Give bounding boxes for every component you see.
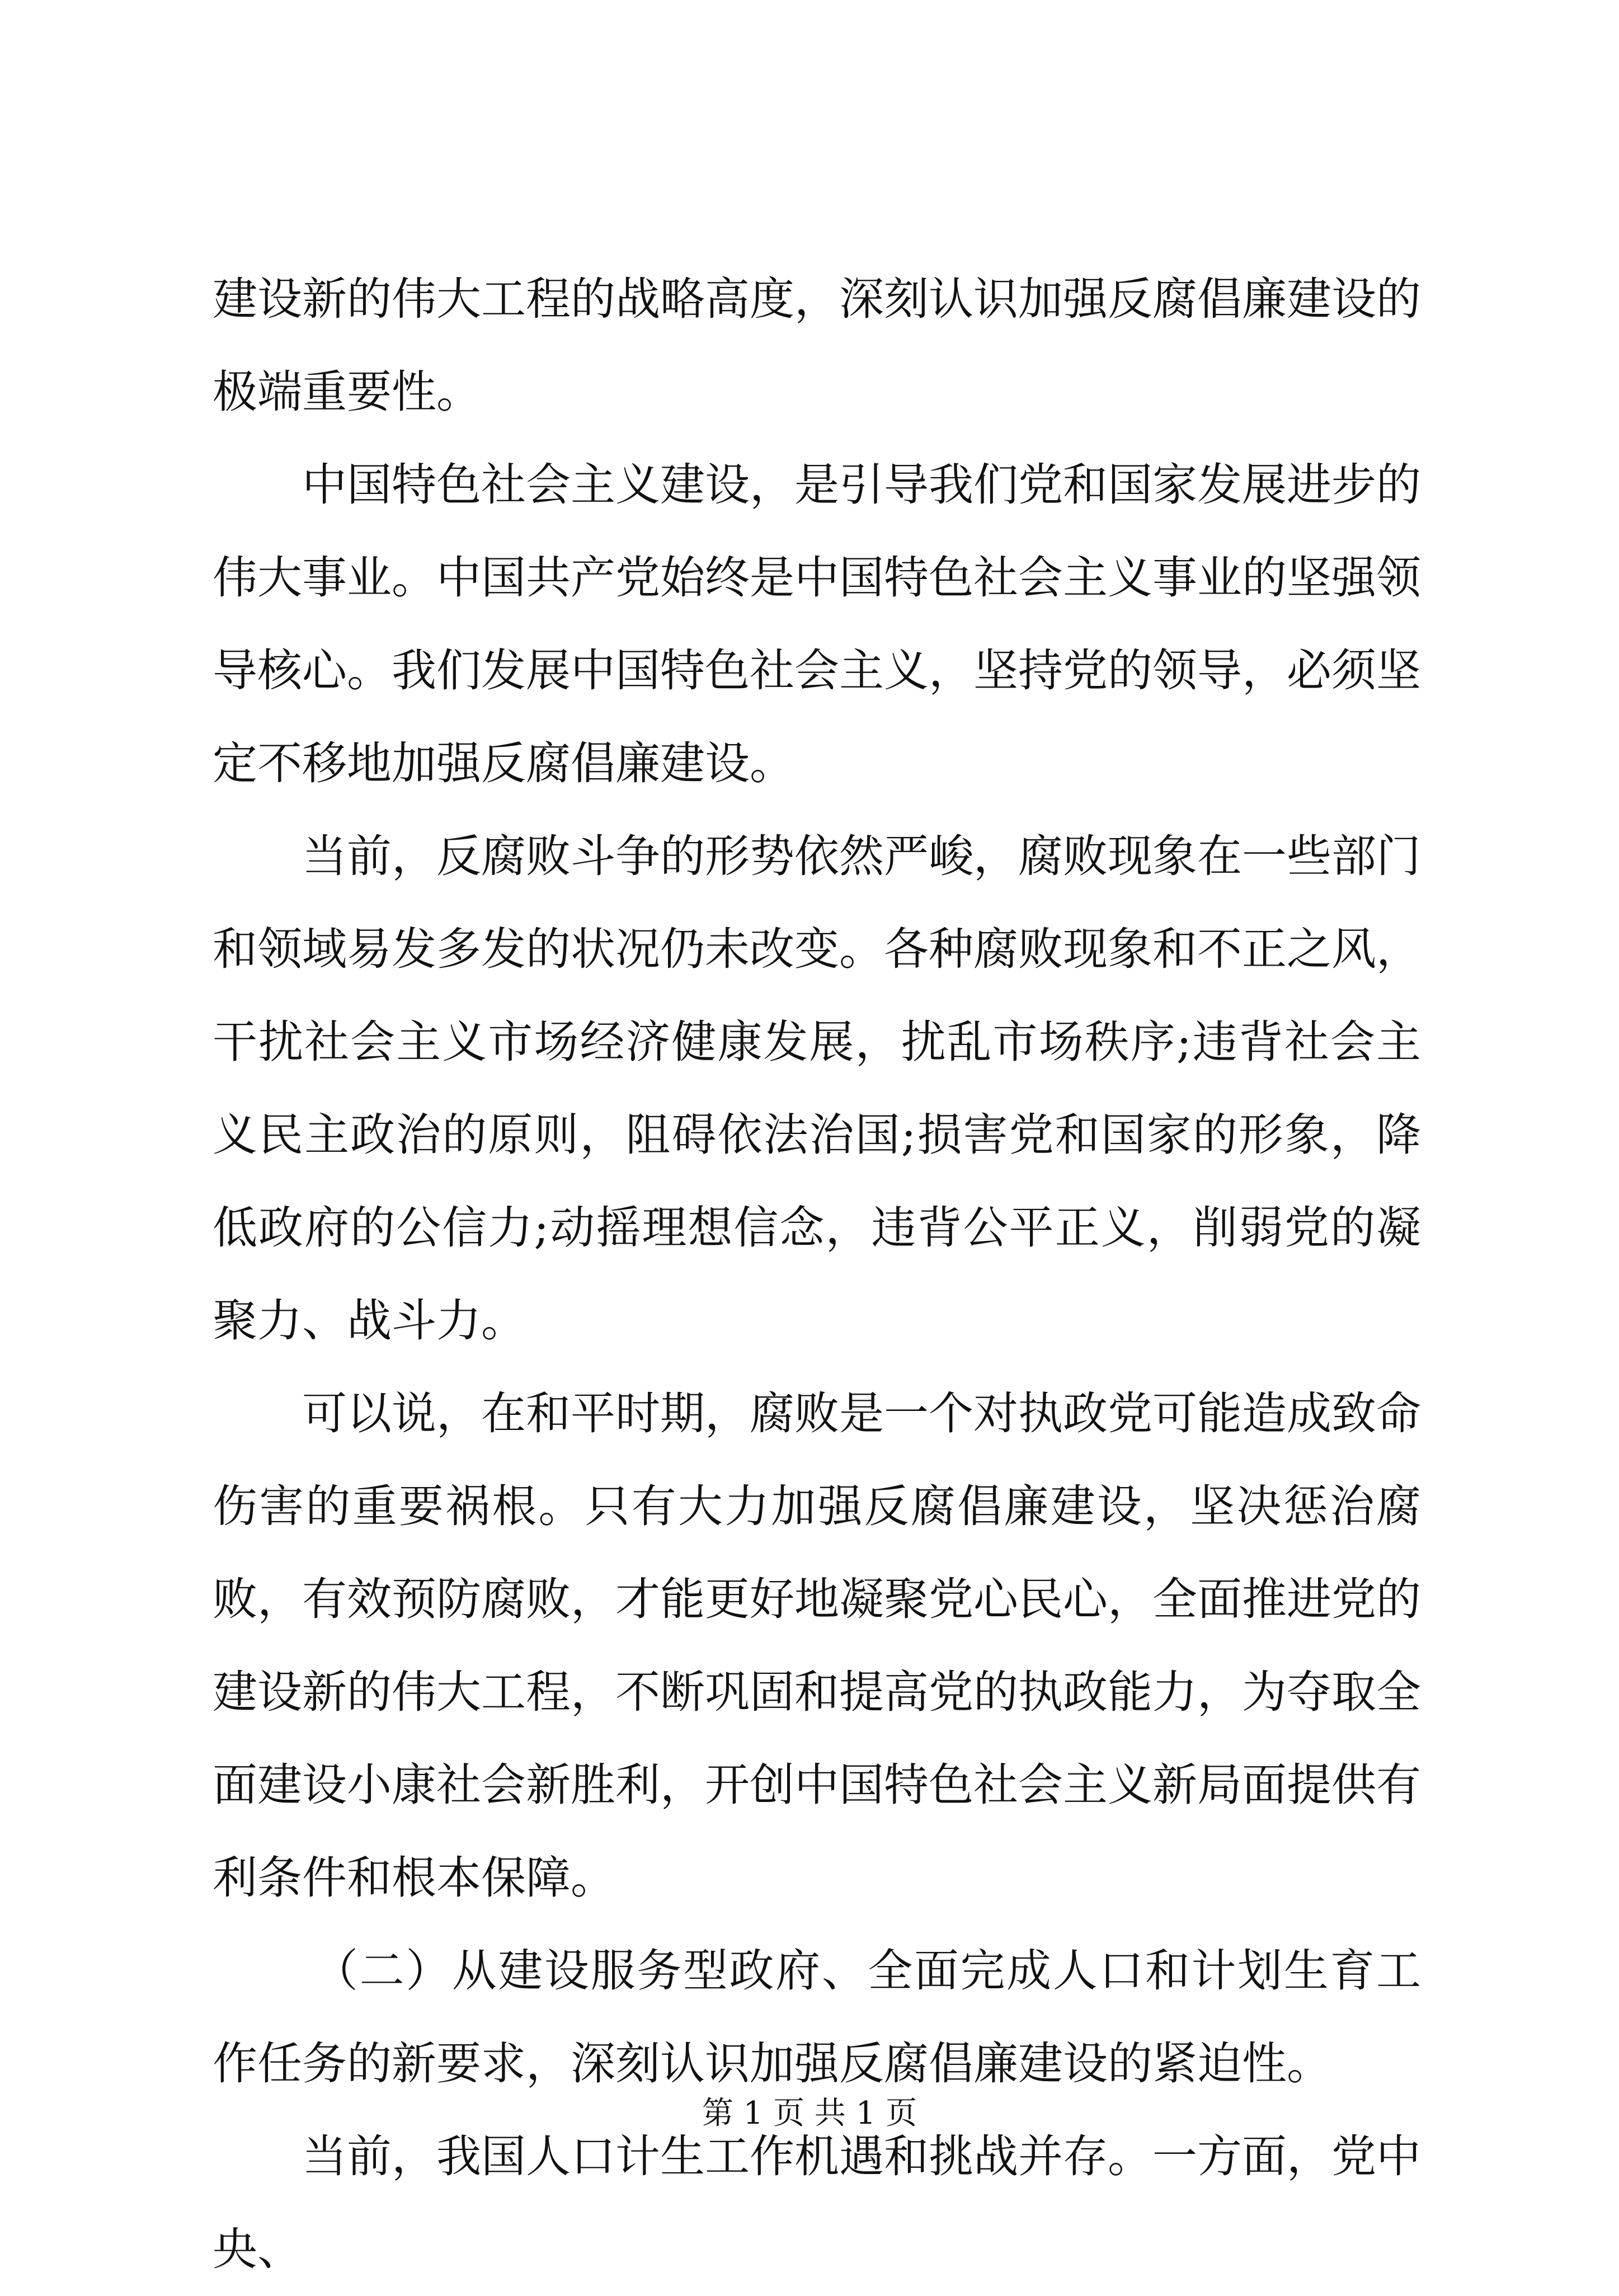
paragraph-socialism-construction: 中国特色社会主义建设，是引导我们党和国家发展进步的伟大事业。中国共产党始终是中国特色社会主义事业的坚强领导核心。我们发展中国特色社会主义，坚持党的领导，必须坚定不移地加强反腐倡廉建设。 [213, 459, 1421, 789]
document-body [213, 253, 1421, 2296]
paragraph-corruption-harm: 可以说，在和平时期，腐败是一个对执政党可能造成致命伤害的重要祸根。只有大力加强反腐倡廉建设，坚决惩治腐败，有效预防腐败，才能更好地凝聚党心民心，全面推进党的建设新的伟大工程，不断巩固和提高党的执政能力，为夺取全面建设小康社会新胜利，开创中国特色社会主义新局面提供有利条件和根本保障。 [213, 1387, 1421, 1904]
section-heading-two: （二）从建设服务型政府、全面完成人口和计划生育工作任务的新要求，深刻认识加强反腐倡廉建设的紧迫性。 [213, 1945, 1421, 2090]
paragraph-population-work: 当前，我国人口计生工作机遇和挑战并存。一方面，党中央、 [213, 2130, 1421, 2275]
page-footer: 第 1 页 共 1 页 [702, 2095, 917, 2132]
paragraph-anti-corruption-situation: 当前，反腐败斗争的形势依然严峻，腐败现象在一些部门和领域易发多发的状况仍未改变。各种腐败现象和不正之风，干扰社会主义市场经济健康发展，扰乱市场秩序;违背社会主义民主政治的原则，阻碍依法治国;损害党和国家的形象，降低政府的公信力;动摇理想信念，违背公平正义，削弱党的凝聚力、战斗力。 [213, 830, 1421, 1347]
paragraph-continuation: 建设新的伟大工程的战略高度，深刻认识加强反腐倡廉建设的极端重要性。 [213, 273, 1421, 418]
